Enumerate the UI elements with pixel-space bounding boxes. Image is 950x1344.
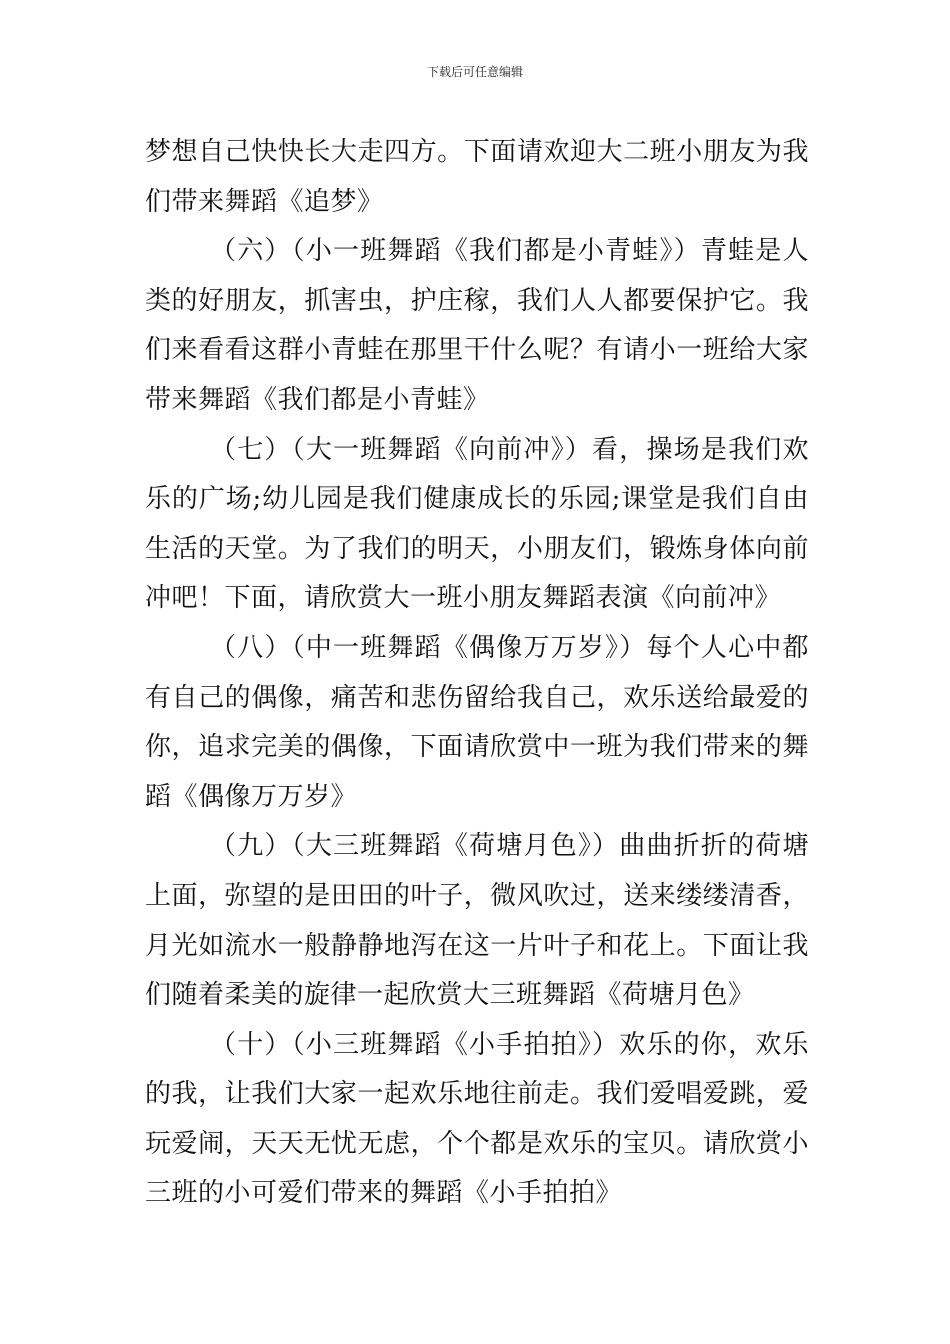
- paragraph-item-9: （九）（大三班舞蹈《荷塘月色》）曲曲折折的荷塘上面，弥望的是田田的叶子，微风吹过，送来缕缕清香，月光如流水一般静静地泻在这一片叶子和花上。下面让我们随着柔美的旋律一起欣赏大三班舞蹈《荷塘月色》: [145, 831, 809, 1011]
- paragraph-item-6: （六）（小一班舞蹈《我们都是小青蛙》）青蛙是人类的好朋友，抓害虫，护庄稼，我们人人都要保护它。我们来看看这群小青蛙在那里干什么呢？有请小一班给大家带来舞蹈《我们都是小青蛙》: [145, 236, 809, 415]
- paragraph-continuation: 梦想自己快快长大走四方。下面请欢迎大二班小朋友为我们带来舞蹈《追梦》: [145, 137, 809, 217]
- body-text: [145, 128, 809, 1219]
- paragraph-item-8: （八）（中一班舞蹈《偶像万万岁》）每个人心中都有自己的偶像，痛苦和悲伤留给我自己，欢乐送给最爱的你，追求完美的偶像，下面请欣赏中一班为我们带来的舞蹈《偶像万万岁》: [145, 632, 809, 812]
- paragraph-item-10: （十）（小三班舞蹈《小手拍拍》）欢乐的你，欢乐的我，让我们大家一起欢乐地往前走。我们爱唱爱跳，爱玩爱闹，天天无忧无虑，个个都是欢乐的宝贝。请欣赏小三班的小可爱们带来的舞蹈《小手拍拍》: [145, 1029, 809, 1209]
- paragraph-item-7: （七）（大一班舞蹈《向前冲》）看，操场是我们欢乐的广场;幼儿园是我们健康成长的乐园;课堂是我们自由生活的天堂。为了我们的明天，小朋友们，锻炼身体向前冲吧！下面，请欣赏大一班小朋友舞蹈表演《向前冲》: [145, 434, 809, 614]
- page-header: 下载后可任意编辑: [426, 65, 523, 79]
